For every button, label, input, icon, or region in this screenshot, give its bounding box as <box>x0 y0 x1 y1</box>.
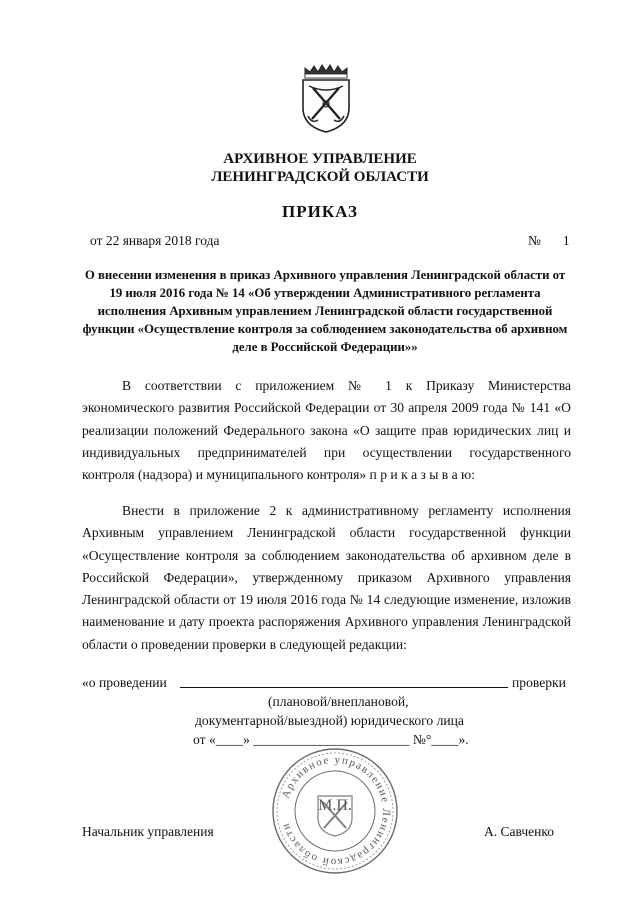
coat-of-arms-emblem <box>300 64 352 134</box>
subject-line: 19 июля 2016 года № 14 «Об утверждении Административного регламента <box>109 286 541 300</box>
subject-line: О внесении изменения в приказ Архивного управления Ленинградской области от <box>84 268 566 282</box>
paragraph-2-text: Внести в приложение 2 к административному регламенту исполнения Архивным управлением Ленинградской области государственной функции «Осуществление контроля за соблюдением законодательства об архивном деле в Российской Федерации», утвержденному приказом Архивного управления Ленинградской области от 19 июля 2016 года № 14 следующие изменение, изложив наименование и дату проекта распоряжения Архивного управления Ленинградской области о проведении проверки в следующей редакции: <box>82 503 571 652</box>
number-sign: № <box>528 233 541 248</box>
number-value: 1 <box>562 233 570 248</box>
agency-name-line1: АРХИВНОЕ УПРАВЛЕНИЕ <box>223 151 417 167</box>
order-subject <box>70 266 580 356</box>
agency-name <box>0 150 640 186</box>
signatory-name: А. Савченко <box>484 824 554 839</box>
order-date: от 22 января 2018 года <box>90 233 220 248</box>
subject-line: деле в Российской Федерации»» <box>232 340 418 354</box>
body-paragraph-1 <box>82 375 571 486</box>
subject-line: функции «Осуществление контроля за соблюдением законодательства об архивном <box>82 322 568 336</box>
order-number <box>528 233 570 249</box>
seal-ring-text: Архивное управление Ленинградской области <box>279 753 393 869</box>
form-template-line4: от «____» _______________________ №°____». <box>193 732 469 747</box>
document-type: ПРИКАЗ <box>282 202 358 221</box>
form-template-line1 <box>82 673 571 693</box>
signatory-title: Начальник управления <box>82 824 214 839</box>
seal-center-text: М.П. <box>318 797 352 814</box>
official-seal <box>270 746 400 876</box>
agency-name-line2: ЛЕНИНГРАДСКОЙ ОБЛАСТИ <box>211 169 429 185</box>
paragraph-1-text: В соответствии с приложением № 1 к Приказу Министерства экономического развития Российской Федерации от 30 апреля 2009 года № 141 «О реализации положений Федерального закона «О защите прав юридических лиц и индивидуальных предпринимателей при осуществлении государственного контроля (надзора) и муниципального контроля» п р и к а з ы в а ю: <box>82 378 571 483</box>
form-template-line2: (плановой/внеплановой, <box>268 694 409 709</box>
form-line1-end: проверки <box>512 675 566 690</box>
form-line1-start: «о проведении <box>82 675 167 690</box>
form-blank-line <box>180 687 508 688</box>
form-template-line3: документарной/выездной) юридического лица <box>195 713 464 728</box>
subject-line: исполнения Архивным управлением Ленинградской области государственной <box>97 304 553 318</box>
body-paragraph-2 <box>82 500 571 656</box>
